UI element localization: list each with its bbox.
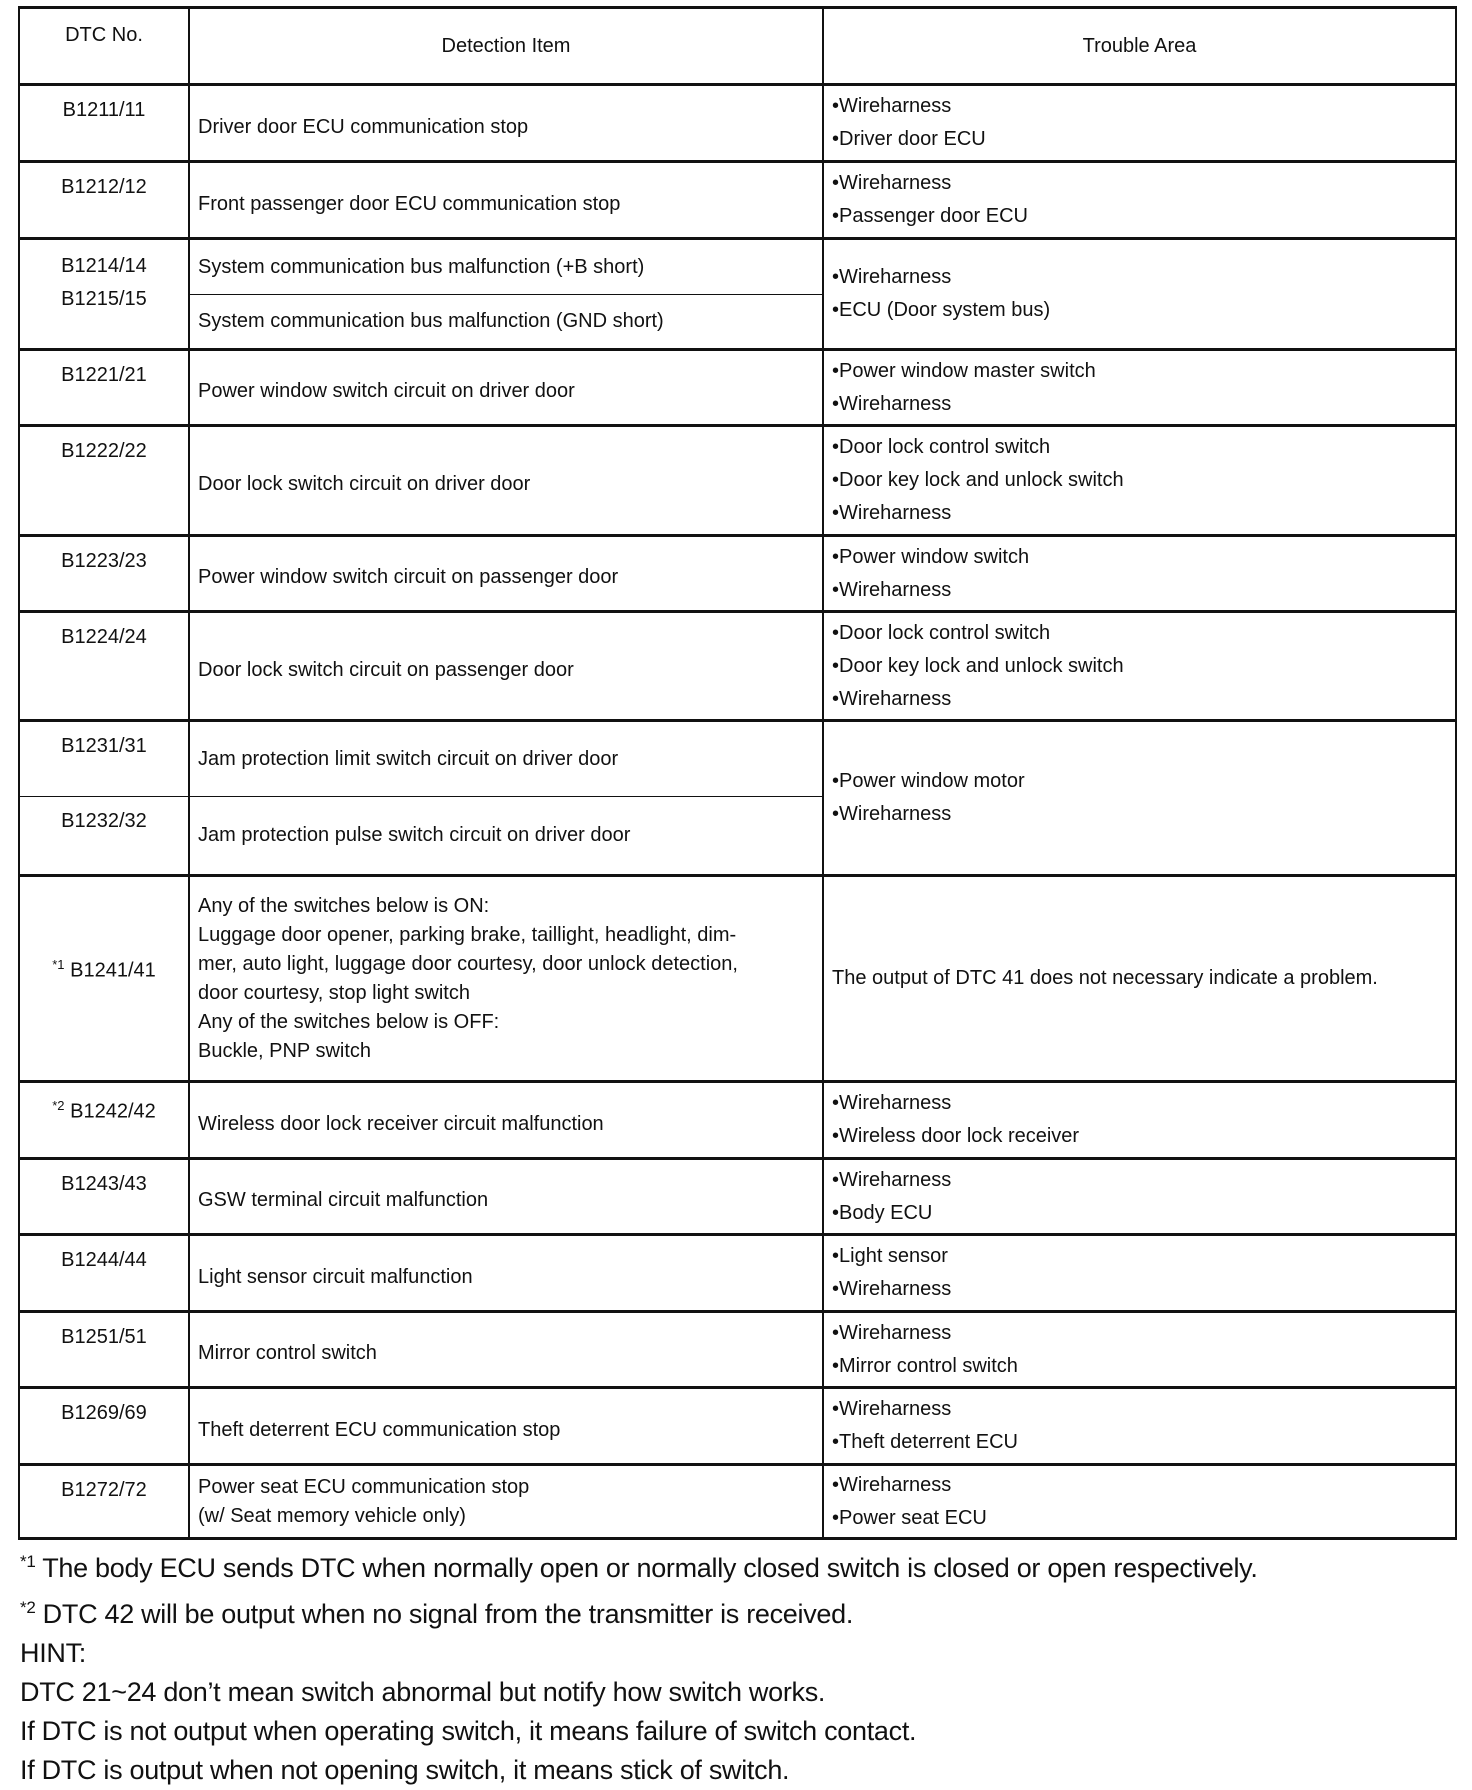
trouble-area — [823, 721, 1456, 876]
table-row — [19, 536, 1456, 612]
dtc-code: B1244/44 — [61, 1249, 147, 1271]
dtc-number — [19, 426, 189, 536]
detection-line: System communication bus malfunction (+B short) — [198, 255, 645, 278]
trouble-area — [823, 426, 1456, 536]
table-row — [19, 85, 1456, 162]
detection-item — [189, 295, 823, 350]
trouble-area — [823, 876, 1456, 1082]
trouble-area — [823, 239, 1456, 350]
trouble-item: •Power window motor — [832, 770, 1025, 792]
detection-item — [189, 162, 823, 239]
dtc-code: B1221/21 — [61, 364, 147, 386]
detection-item — [189, 1159, 823, 1235]
trouble-item: •Power window switch — [832, 545, 1030, 568]
trouble-item: •Door lock control switch — [832, 436, 1051, 458]
trouble-item: •Door key lock and unlock switch — [832, 469, 1124, 491]
dtc-code: B1212/12 — [61, 176, 147, 198]
trouble-area — [823, 1082, 1456, 1159]
detection-item — [189, 1082, 823, 1159]
detection-line: GSW terminal circuit malfunction — [198, 1189, 489, 1211]
detection-line: Door lock switch circuit on passenger door — [198, 658, 574, 681]
dtc-code: B1215/15 — [61, 288, 147, 310]
header-trouble-area: Trouble Area — [823, 8, 1456, 85]
table-row — [19, 1465, 1456, 1539]
dtc-code: B1231/31 — [61, 735, 147, 757]
trouble-area — [823, 1235, 1456, 1312]
detection-line: Door lock switch circuit on driver door — [198, 473, 531, 495]
dtc-code: B1232/32 — [61, 810, 147, 832]
dtc-code: B1251/51 — [61, 1326, 147, 1348]
dtc-code: B1242/42 — [70, 1100, 156, 1123]
trouble-item: •Wireharness — [832, 687, 952, 710]
dtc-table — [18, 6, 1457, 1540]
hint-line: If DTC is not output when operating switch, it means failure of switch contact. — [20, 1716, 917, 1746]
trouble-text: The output of DTC 41 does not necessary indicate a problem. — [832, 967, 1378, 989]
trouble-item: •Mirror control switch — [832, 1354, 1018, 1377]
detection-item — [189, 876, 823, 1082]
table-row — [19, 1082, 1456, 1159]
footnotes — [20, 1542, 1258, 1790]
dtc-code: B1224/24 — [61, 626, 147, 648]
detection-item — [189, 350, 823, 426]
table-row — [19, 612, 1456, 721]
trouble-item: •Wireharness — [832, 578, 952, 601]
trouble-item: •Wireharness — [832, 1278, 952, 1300]
trouble-area — [823, 85, 1456, 162]
trouble-item: •Wireharness — [832, 1092, 952, 1114]
dtc-number — [19, 797, 189, 876]
table-row — [19, 1388, 1456, 1465]
detection-line: Theft deterrent ECU communication stop — [198, 1418, 561, 1441]
detection-line: Front passenger door ECU communication stop — [198, 192, 621, 215]
dtc-code: B1211/11 — [62, 99, 146, 121]
detection-item — [189, 239, 823, 295]
detection-line: Light sensor circuit malfunction — [198, 1265, 473, 1288]
detection-line: Power window switch circuit on driver door — [198, 380, 575, 402]
trouble-area — [823, 1388, 1456, 1465]
detection-line: System communication bus malfunction (GND short) — [198, 310, 664, 332]
footnote-text: The body ECU sends DTC when normally open or normally closed switch is closed or open respectively. — [35, 1553, 1258, 1583]
trouble-item: •Theft deterrent ECU — [832, 1431, 1018, 1453]
detection-line: (w/ Seat memory vehicle only) — [198, 1504, 466, 1527]
detection-item — [189, 426, 823, 536]
trouble-item: •Wireharness — [832, 1398, 952, 1420]
trouble-item: •Wireless door lock receiver — [832, 1125, 1080, 1147]
footnote-mark: *2 — [20, 1598, 36, 1617]
trouble-item: •Wireharness — [832, 803, 952, 825]
detection-line: Any of the switches below is OFF: — [198, 1010, 500, 1033]
detection-line: Power seat ECU communication stop — [198, 1475, 530, 1498]
trouble-item: •Wireharness — [832, 1321, 952, 1344]
trouble-item: •Body ECU — [832, 1201, 933, 1224]
trouble-item: •Light sensor — [832, 1245, 948, 1267]
dtc-number — [19, 1388, 189, 1465]
trouble-area — [823, 1465, 1456, 1539]
trouble-item: •Passenger door ECU — [832, 205, 1028, 227]
detection-item — [189, 85, 823, 162]
dtc-number — [19, 721, 189, 797]
table-row — [19, 721, 1456, 797]
detection-item — [189, 536, 823, 612]
dtc-code: B1223/23 — [61, 550, 147, 572]
header-dtc-no: DTC No. — [19, 8, 189, 85]
hint-line: If DTC is output when not opening switch, it means stick of switch. — [20, 1755, 790, 1785]
dtc-code: B1222/22 — [61, 440, 147, 462]
table-header-row — [19, 8, 1456, 85]
footnote-1 — [20, 1542, 1258, 1588]
dtc-code: B1272/72 — [61, 1479, 147, 1501]
table-row — [19, 426, 1456, 536]
detection-item — [189, 721, 823, 797]
dtc-number — [19, 1082, 189, 1159]
dtc-number — [19, 876, 189, 1082]
detection-line: Mirror control switch — [198, 1342, 377, 1364]
trouble-item: •Wireharness — [832, 1473, 952, 1496]
trouble-area — [823, 162, 1456, 239]
dtc-number — [19, 350, 189, 426]
trouble-item: •Wireharness — [832, 266, 952, 288]
detection-line: Wireless door lock receiver circuit malfunction — [198, 1112, 604, 1135]
detection-line: Buckle, PNP switch — [198, 1039, 372, 1062]
detection-line: Any of the switches below is ON: — [198, 894, 490, 917]
detection-item — [189, 1465, 823, 1539]
table-row — [19, 876, 1456, 1082]
trouble-item: •Wireharness — [832, 392, 952, 415]
detection-item — [189, 1235, 823, 1312]
table-row — [19, 1159, 1456, 1235]
trouble-item: •Driver door ECU — [832, 128, 986, 150]
trouble-item: •Wireharness — [832, 172, 952, 194]
footnote-mark: *2 — [52, 1098, 65, 1114]
trouble-item: •Power seat ECU — [832, 1506, 987, 1529]
dtc-number — [19, 85, 189, 162]
hint-label: HINT: — [20, 1638, 87, 1668]
dtc-number — [19, 1465, 189, 1539]
table-row — [19, 350, 1456, 426]
trouble-item: •Wireharness — [832, 1168, 952, 1191]
dtc-number — [19, 239, 189, 350]
trouble-item: •Wireharness — [832, 502, 952, 524]
footnote-2 — [20, 1588, 1258, 1634]
footnote-mark: *1 — [20, 1552, 36, 1571]
trouble-item: •Power window master switch — [832, 359, 1096, 382]
trouble-area — [823, 1312, 1456, 1388]
trouble-area — [823, 1159, 1456, 1235]
dtc-code: B1214/14 — [61, 255, 147, 277]
table-row — [19, 1235, 1456, 1312]
table-row — [19, 239, 1456, 295]
trouble-item: •Door lock control switch — [832, 621, 1051, 644]
dtc-code: B1241/41 — [70, 959, 156, 982]
trouble-item: •Wireharness — [832, 95, 952, 117]
trouble-item: •ECU (Door system bus) — [832, 299, 1051, 321]
dtc-code: B1269/69 — [61, 1402, 147, 1424]
dtc-number — [19, 1235, 189, 1312]
detection-line: door courtesy, stop light switch — [198, 981, 470, 1004]
footnote-text: DTC 42 will be output when no signal from the transmitter is received. — [35, 1599, 854, 1629]
dtc-number — [19, 612, 189, 721]
detection-item — [189, 1388, 823, 1465]
hint-line: DTC 21~24 don’t mean switch abnormal but notify how switch works. — [20, 1677, 826, 1707]
dtc-number — [19, 536, 189, 612]
detection-item — [189, 797, 823, 876]
dtc-number — [19, 1312, 189, 1388]
detection-line: Jam protection limit switch circuit on driver door — [198, 747, 619, 770]
detection-line: Power window switch circuit on passenger door — [198, 566, 619, 588]
trouble-area — [823, 612, 1456, 721]
header-detection-item: Detection Item — [189, 8, 823, 85]
dtc-number — [19, 162, 189, 239]
dtc-number — [19, 1159, 189, 1235]
trouble-area — [823, 350, 1456, 426]
detection-line: Driver door ECU communication stop — [198, 115, 529, 138]
footnote-mark: *1 — [52, 956, 65, 972]
table-row — [19, 1312, 1456, 1388]
trouble-item: •Door key lock and unlock switch — [832, 654, 1124, 677]
detection-line: Luggage door opener, parking brake, taillight, headlight, dim- — [198, 923, 737, 946]
detection-item — [189, 1312, 823, 1388]
detection-line: Jam protection pulse switch circuit on driver door — [198, 824, 631, 846]
detection-item — [189, 612, 823, 721]
detection-line: mer, auto light, luggage door courtesy, door unlock detection, — [198, 952, 738, 975]
trouble-area — [823, 536, 1456, 612]
table-row — [19, 162, 1456, 239]
dtc-code: B1243/43 — [61, 1173, 147, 1195]
